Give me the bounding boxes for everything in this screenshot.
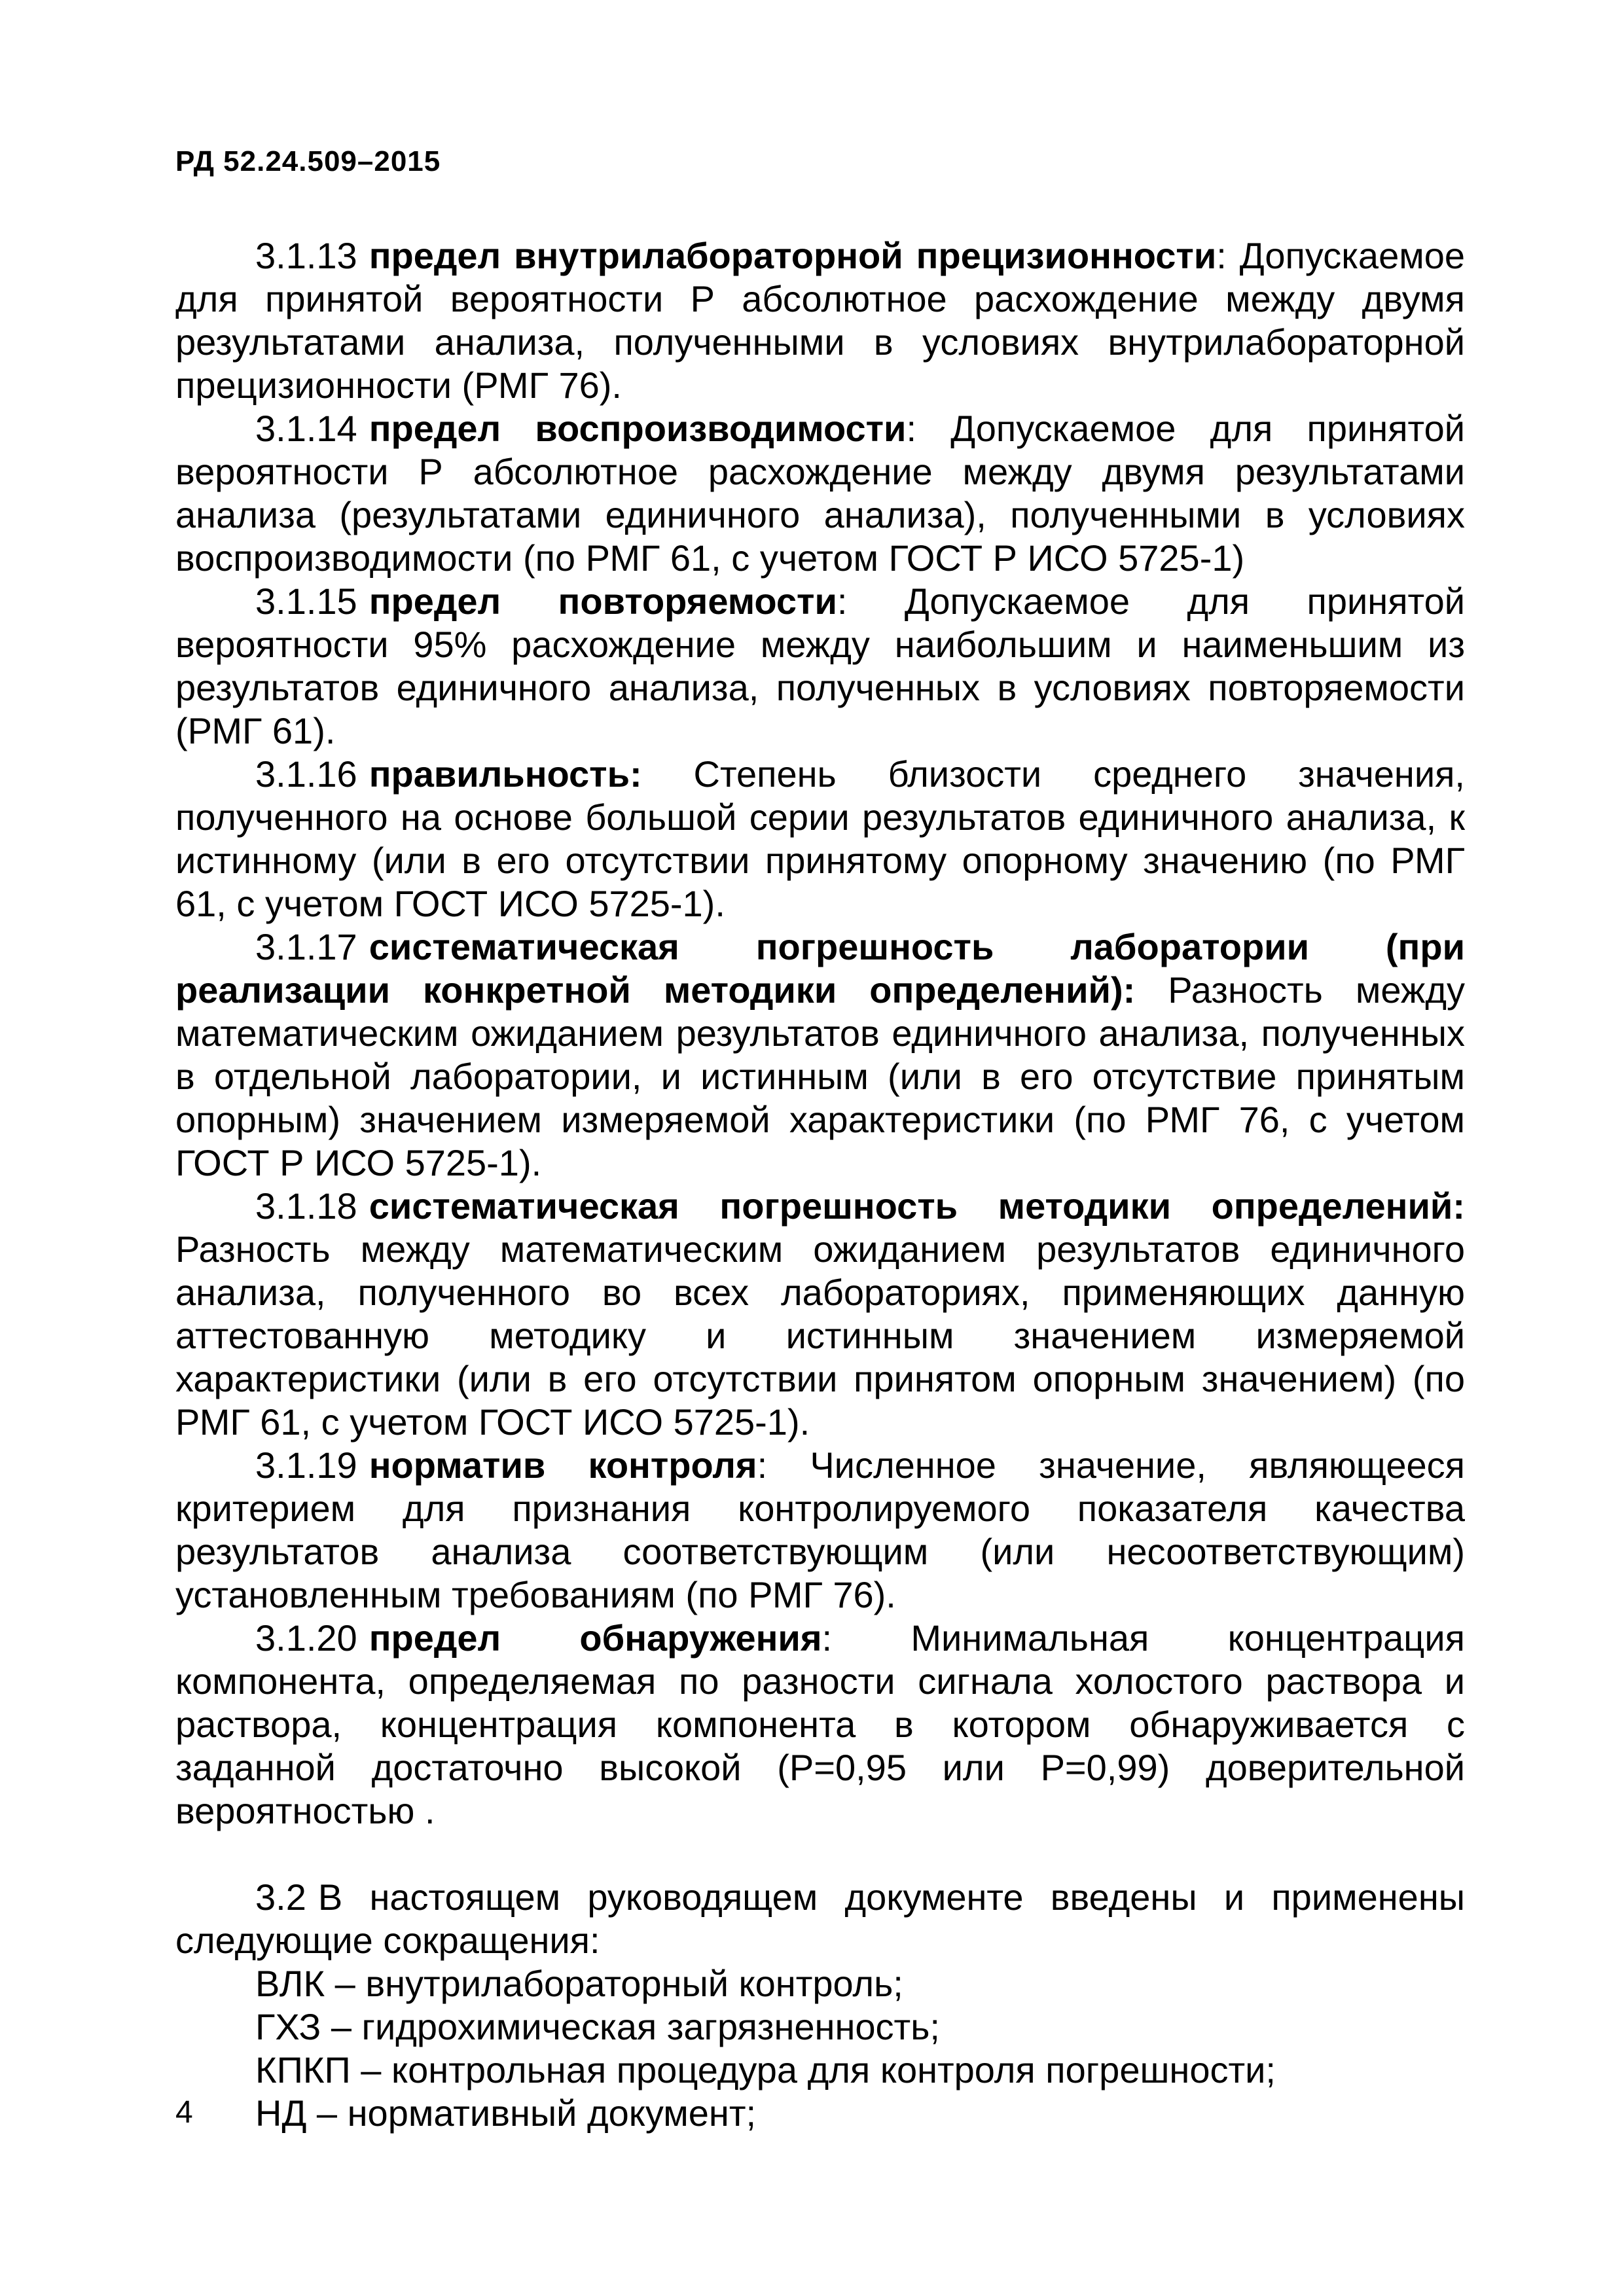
- definition-number: 3.1.16: [255, 753, 357, 795]
- definition-number: 3.1.14: [255, 408, 357, 449]
- abbreviation-item: КПКП – контрольная процедура для контроля погрешности;: [255, 2049, 1276, 2090]
- document-header: РД 52.24.509–2015: [175, 145, 441, 177]
- abbreviations-section: [175, 1876, 1465, 2135]
- abbreviations-intro-text: В настоящем руководящем документе введены и применены следующие сокращения:: [175, 1876, 1465, 1961]
- definition-number: 3.1.13: [255, 235, 357, 276]
- document-body: [175, 234, 1465, 2135]
- definition-number: 3.1.19: [255, 1444, 357, 1486]
- definition-number: 3.1.15: [255, 581, 357, 622]
- page-number: 4: [175, 2095, 193, 2130]
- definition-text: : Допускаемое для принятой вероятности Р абсолютное расхождение между двумя результатами анализа (результатами единичного анализа), полученными в условиях воспроизводимости (по РМГ 61, с учетом ГОСТ Р ИСО 5725-1): [175, 408, 1465, 579]
- definition-term: систематическая погрешность лаборатории (при реализации конкретной методики определений):: [175, 926, 1465, 1011]
- abbreviations-intro: [175, 1876, 1465, 1962]
- definition-term: предел повторяемости: [369, 581, 837, 622]
- definition-number: 3.1.20: [255, 1617, 357, 1659]
- definition-text: : Допускаемое для принятой вероятности 95% расхождение между наибольшим и наименьшим из результатов единичного анализа, полученных в условиях повторяемости (РМГ 61).: [175, 581, 1465, 751]
- abbreviation-item: ВЛК – внутрилабораторный контроль;: [255, 1963, 903, 2004]
- section-number: 3.2: [255, 1876, 306, 1918]
- definition-term: норматив контроля: [369, 1444, 757, 1486]
- definition-term: предел воспроизводимости: [369, 408, 907, 449]
- definition-text: : Численное значение, являющееся критерием для признания контролируемого показателя качества результатов анализа соответствующим (или несоответствующим) установленным требованиям (по РМГ 76).: [175, 1444, 1465, 1615]
- definition-term: правильность:: [369, 753, 642, 795]
- definition-term: предел обнаружения: [369, 1617, 822, 1659]
- definition-text: Степень близости среднего значения, полученного на основе большой серии результатов единичного анализа, к истинному (или в его отсутствии принятому опорному значению (по РМГ 61, с учетом ГОСТ ИСО 5725-1).: [175, 753, 1465, 924]
- definition-number: 3.1.17: [255, 926, 357, 967]
- definition-text: : Допускаемое для принятой вероятности Р абсолютное расхождение между двумя результатами анализа, полученными в условиях внутрилабораторной прецизионности (РМГ 76).: [175, 235, 1465, 406]
- definition-text: : Минимальная концентрация компонента, определяемая по разности сигнала холостого раствора и раствора, концентрация компонента в котором обнаруживается с заданной достаточно высокой (Р=0,95 или Р=0,99) доверительной вероятностью .: [175, 1617, 1465, 1831]
- definition-3-1-20: [175, 1617, 1465, 1833]
- definition-3-1-17: [175, 925, 1465, 1185]
- abbreviation-item: НД – нормативный документ;: [255, 2092, 757, 2134]
- definition-3-1-19: [175, 1444, 1465, 1617]
- definition-number: 3.1.18: [255, 1185, 357, 1227]
- definition-3-1-15: [175, 580, 1465, 753]
- definition-3-1-14: [175, 407, 1465, 580]
- definition-3-1-18: [175, 1185, 1465, 1444]
- definition-text: Разность между математическим ожиданием результатов единичного анализа, полученного во всех лабораториях, применяющих данную аттестованную методику и истинным значением измеряемой характеристики (или в его отсутствии принятом опорным значением) (по РМГ 61, с учетом ГОСТ ИСО 5725-1).: [175, 1229, 1465, 1443]
- definition-text: Разность между математическим ожиданием результатов единичного анализа, полученных в отдельной лаборатории, и истинным (или в его отсутствие принятым опорным) значением измеряемой характеристики (по РМГ 76, с учетом ГОСТ Р ИСО 5725-1).: [175, 969, 1465, 1183]
- definition-3-1-16: [175, 753, 1465, 925]
- definition-term: систематическая погрешность методики определений:: [369, 1185, 1465, 1227]
- definition-3-1-13: [175, 234, 1465, 407]
- abbreviation-item: ГХЗ – гидрохимическая загрязненность;: [255, 2006, 940, 2047]
- definition-term: предел внутрилабораторной прецизионности: [369, 235, 1217, 276]
